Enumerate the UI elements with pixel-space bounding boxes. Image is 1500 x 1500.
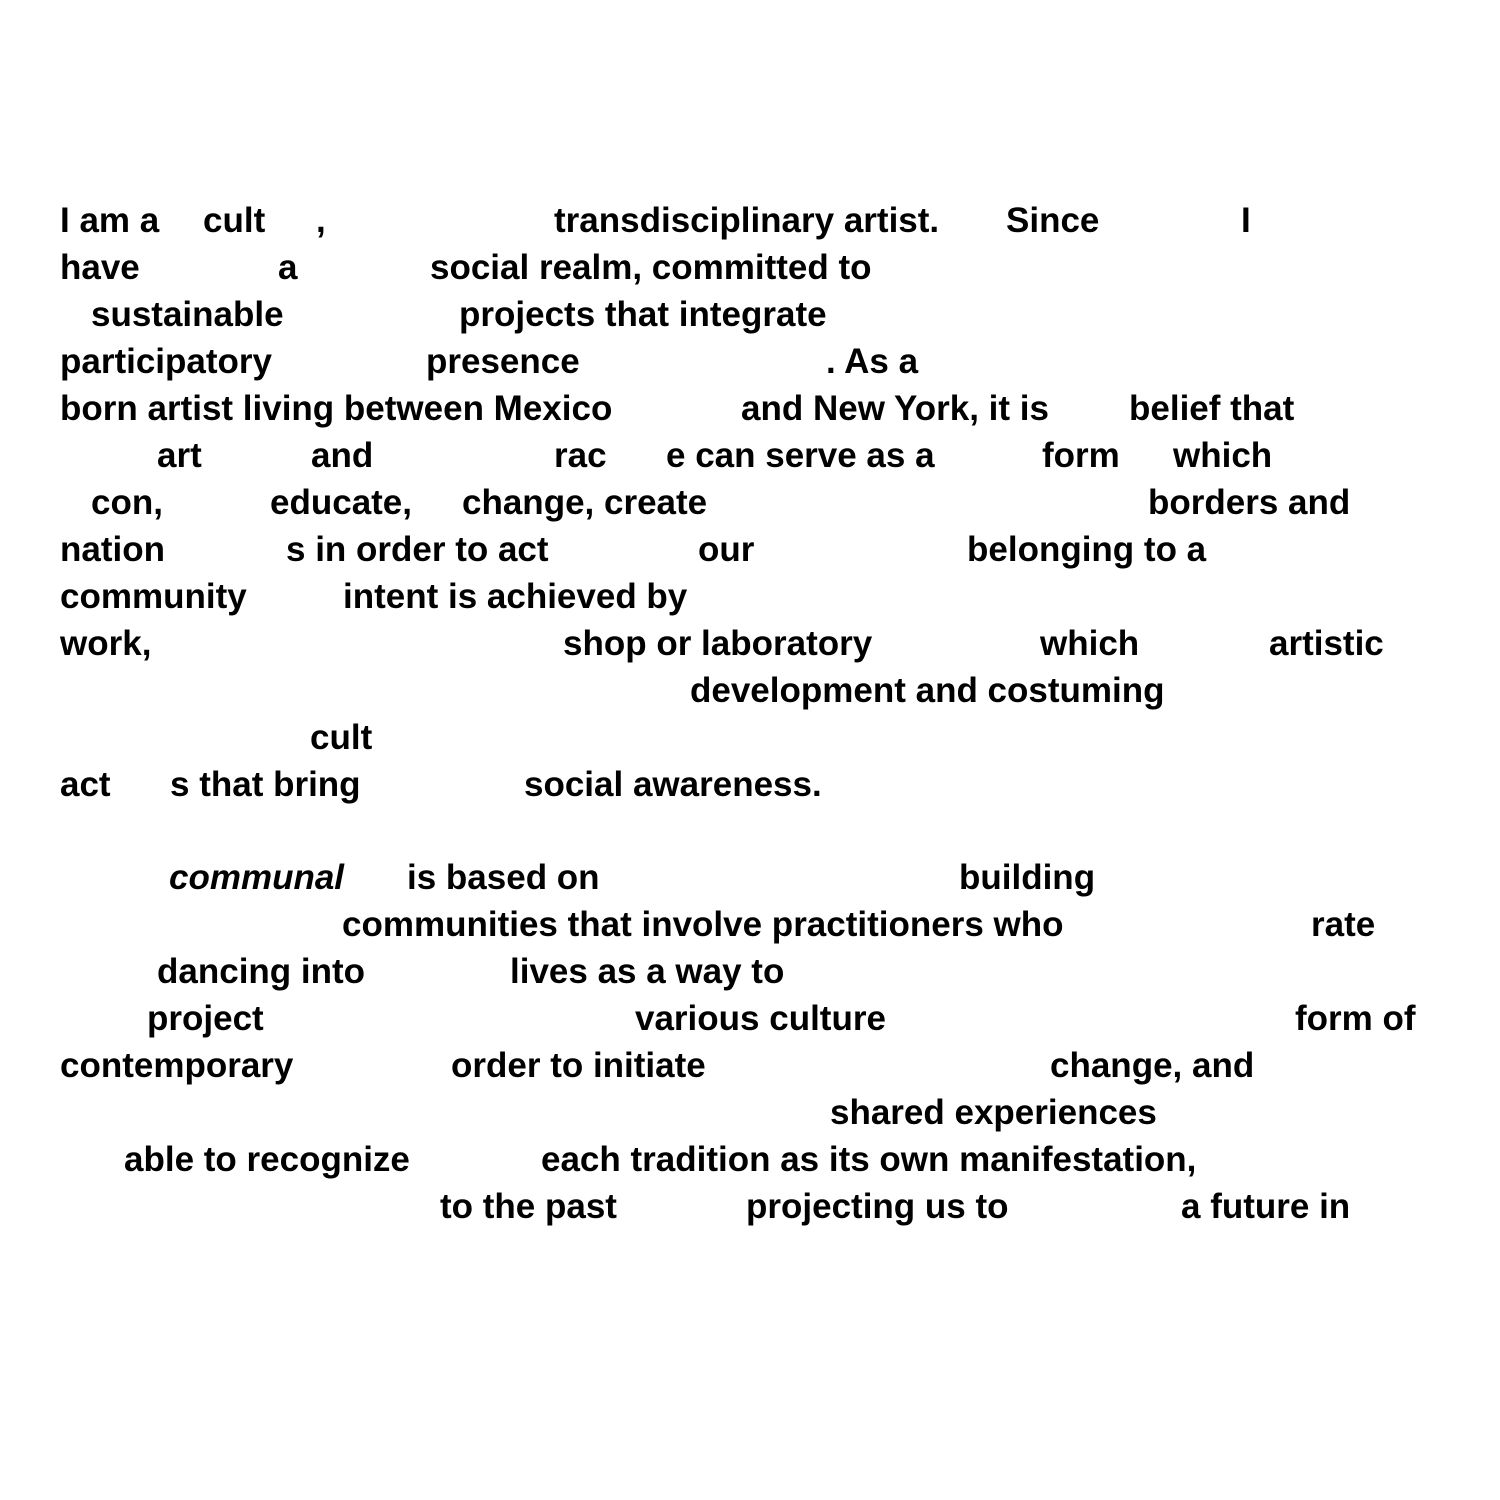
text-fragment: cult xyxy=(310,718,373,757)
text-fragment: change, and xyxy=(1050,1046,1255,1085)
text-fragment: and xyxy=(311,436,374,475)
text-fragment: projecting us to xyxy=(746,1187,1009,1226)
text-fragment: which xyxy=(1040,624,1140,663)
text-fragment: form of xyxy=(1295,999,1416,1038)
text-fragment: each tradition as its own manifestation, xyxy=(541,1140,1197,1179)
text-fragment: artistic xyxy=(1269,624,1384,663)
text-fragment: I xyxy=(1241,201,1251,240)
text-fragment: rac xyxy=(554,436,607,475)
text-fragment: lives as a way to xyxy=(510,952,785,991)
text-fragment: borders and xyxy=(1148,483,1351,522)
text-fragment: shop or laboratory xyxy=(563,624,873,663)
text-fragment: and New York, it is xyxy=(741,389,1049,428)
text-fragment: participatory xyxy=(60,342,272,381)
text-fragment: belief that xyxy=(1129,389,1295,428)
text-fragment: Since xyxy=(1006,201,1100,240)
text-fragment: belonging to a xyxy=(967,530,1207,569)
text-fragment: a future in xyxy=(1181,1187,1351,1226)
text-fragment: s in order to act xyxy=(286,530,549,569)
text-fragment: able to recognize xyxy=(124,1140,410,1179)
text-fragment: is based on xyxy=(407,858,600,897)
text-fragment: building xyxy=(959,858,1096,897)
text-fragment: various culture xyxy=(635,999,886,1038)
text-fragment: dancing into xyxy=(157,952,366,991)
text-fragment: projects that integrate xyxy=(459,295,827,334)
text-fragment: born artist living between Mexico xyxy=(60,389,613,428)
text-fragment: act xyxy=(60,765,111,804)
text-fragment: social awareness. xyxy=(524,765,822,804)
text-fragment: rate xyxy=(1311,905,1376,944)
text-fragment: shared experiences xyxy=(830,1093,1157,1132)
text-fragment: work, xyxy=(60,624,152,663)
text-fragment: which xyxy=(1173,436,1273,475)
text-fragment: I am a xyxy=(60,201,160,240)
text-fragment: contemporary xyxy=(60,1046,294,1085)
text-fragment: form xyxy=(1042,436,1120,475)
text-fragment: development and costuming xyxy=(690,671,1165,710)
text-fragment: community xyxy=(60,577,247,616)
text-fragment: communal xyxy=(169,858,345,897)
text-fragment: project xyxy=(147,999,264,1038)
text-fragment: communities that involve practitioners who xyxy=(342,905,1064,944)
text-fragment: social realm, committed to xyxy=(430,248,872,287)
text-fragment: sustainable xyxy=(91,295,284,334)
text-fragment: cult xyxy=(203,201,266,240)
text-fragment: art xyxy=(157,436,202,475)
text-fragment: nation xyxy=(60,530,165,569)
text-fragment: our xyxy=(698,530,755,569)
text-fragment: order to initiate xyxy=(451,1046,706,1085)
text-fragment: , xyxy=(316,201,326,240)
text-fragment: transdisciplinary artist. xyxy=(554,201,940,240)
text-fragment: educate, xyxy=(270,483,412,522)
text-fragment: presence xyxy=(426,342,580,381)
text-fragment: change, create xyxy=(462,483,708,522)
text-fragment: a xyxy=(278,248,298,287)
text-fragment: con, xyxy=(91,483,163,522)
text-fragment: intent is achieved by xyxy=(343,577,688,616)
text-fragment: e can serve as a xyxy=(666,436,935,475)
text-fragment: . As a xyxy=(826,342,919,381)
text-fragment: have xyxy=(60,248,140,287)
text-fragment: to the past xyxy=(440,1187,617,1226)
text-fragment: s that bring xyxy=(170,765,361,804)
